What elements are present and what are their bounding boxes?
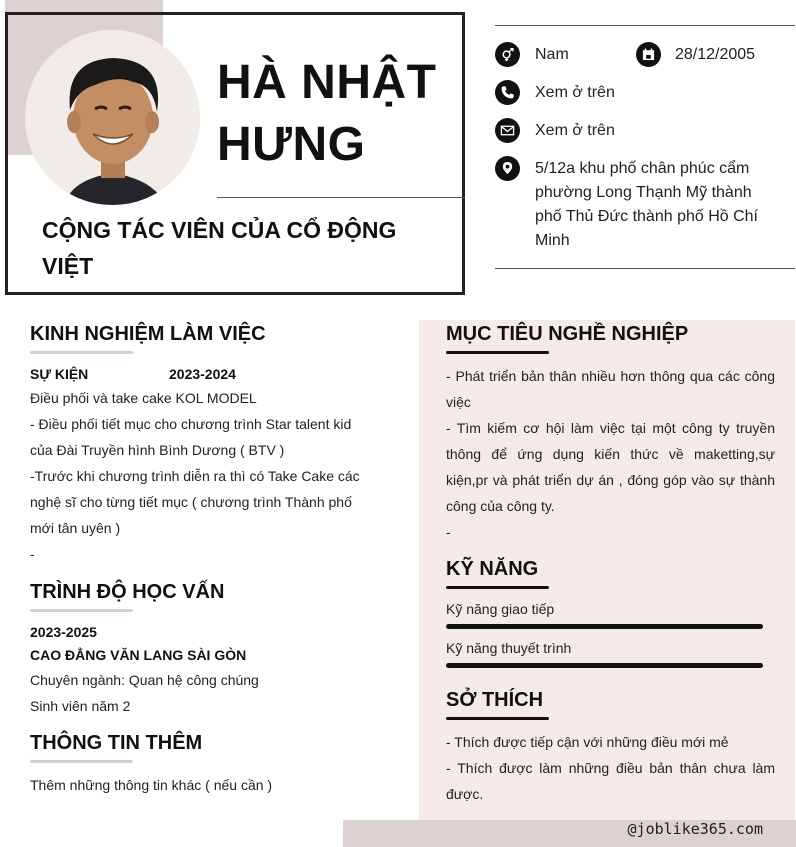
address-line: 5/12a khu phố chân phúc cẩm: [535, 160, 750, 177]
education-school: CAO ĐẲNG VĂN LANG SÀI GÒN: [30, 647, 247, 663]
divider: [217, 197, 465, 198]
address-value: [535, 157, 775, 253]
job-title-line-1: CỘNG TÁC VIÊN CỦA CỔ ĐỘNG: [42, 217, 397, 243]
skills-title: KỸ NĂNG: [446, 558, 539, 580]
experience-line: nghệ sĩ cho từng tiết mục ( chương trình Thành phố: [30, 494, 352, 510]
section-underline: [30, 351, 133, 354]
avatar-illustration: [25, 30, 200, 205]
objective-paragraph: -: [446, 524, 451, 540]
experience-line: của Đài Truyền hình Bình Dương ( BTV ): [30, 442, 285, 458]
location-icon: [495, 156, 520, 181]
address-line: phường Long Thạnh Mỹ thành: [535, 184, 752, 201]
experience-description: [30, 385, 370, 567]
address-line: phố Thủ Đức thành phố Hồ Chí: [535, 208, 758, 225]
more-info-text: Thêm những thông tin khác ( nếu cần ): [30, 777, 273, 793]
experience-line: -Trước khi chương trình diễn ra thì có Take Cake các: [30, 468, 360, 484]
divider: [495, 25, 795, 26]
experience-organization: SỰ KIỆN: [30, 366, 89, 382]
email-icon: [495, 118, 520, 143]
section-underline: [446, 586, 549, 589]
divider: [495, 268, 795, 269]
hobby-item: - Thích được tiếp cận với những điều mới mẻ: [446, 734, 729, 750]
skill-label: Kỹ năng thuyết trình: [446, 640, 572, 656]
objective-paragraph: - Phát triển bản thân nhiều hơn thông qua các công việc: [446, 368, 775, 410]
education-major: Chuyên ngành: Quan hệ công chúng: [30, 672, 259, 688]
section-underline: [446, 717, 549, 720]
skill-level-bar: [446, 663, 763, 668]
education-year: Sinh viên năm 2: [30, 698, 131, 714]
experience-line: mới tân uyên ): [30, 520, 121, 536]
section-underline: [446, 351, 549, 354]
objective-title: MỤC TIÊU NGHỀ NGHIỆP: [446, 323, 689, 345]
hobby-item: - Thích được làm những điều bản thân chưa làm được.: [446, 760, 775, 802]
address-line: Minh: [535, 232, 570, 249]
section-underline: [30, 609, 133, 612]
education-title: TRÌNH ĐỘ HỌC VẤN: [30, 581, 225, 603]
skill-label: Kỹ năng giao tiếp: [446, 601, 555, 617]
more-info-title: THÔNG TIN THÊM: [30, 732, 203, 754]
email-value: Xem ở trên: [535, 122, 615, 139]
calendar-icon: [636, 42, 661, 67]
watermark: @joblike365.com: [627, 820, 763, 838]
name-line-2: HƯNG: [217, 118, 366, 171]
hobbies-text: [446, 729, 775, 807]
education-period: 2023-2025: [30, 624, 97, 640]
name-line-1: HÀ NHẬT: [217, 56, 437, 109]
hobbies-title: SỞ THÍCH: [446, 689, 544, 711]
experience-line: -: [30, 546, 35, 562]
objective-text: [446, 363, 775, 545]
avatar: [25, 30, 200, 205]
gender-icon: [495, 42, 520, 67]
phone-icon: [495, 80, 520, 105]
birthdate-value: 28/12/2005: [675, 46, 756, 63]
experience-line: - Điều phối tiết mục cho chương trình Star talent kid: [30, 416, 352, 432]
experience-period: 2023-2024: [169, 366, 236, 382]
gender-value: Nam: [535, 46, 569, 63]
section-underline: [30, 760, 133, 763]
skill-level-bar: [446, 624, 763, 629]
job-title: [42, 212, 402, 284]
phone-value: Xem ở trên: [535, 84, 615, 101]
job-title-line-2: VIỆT: [42, 253, 94, 279]
experience-title: KINH NGHIỆM LÀM VIỆC: [30, 323, 266, 345]
experience-line: Điều phối và take cake KOL MODEL: [30, 390, 257, 406]
objective-paragraph: - Tìm kiếm cơ hội làm việc tại một công ty truyền thông để ứng dụng kiến thức về maketting,sự kiện,pr và phát triển dự án , đóng góp vào sự thành công của công ty.: [446, 420, 775, 514]
candidate-name: [217, 52, 457, 176]
